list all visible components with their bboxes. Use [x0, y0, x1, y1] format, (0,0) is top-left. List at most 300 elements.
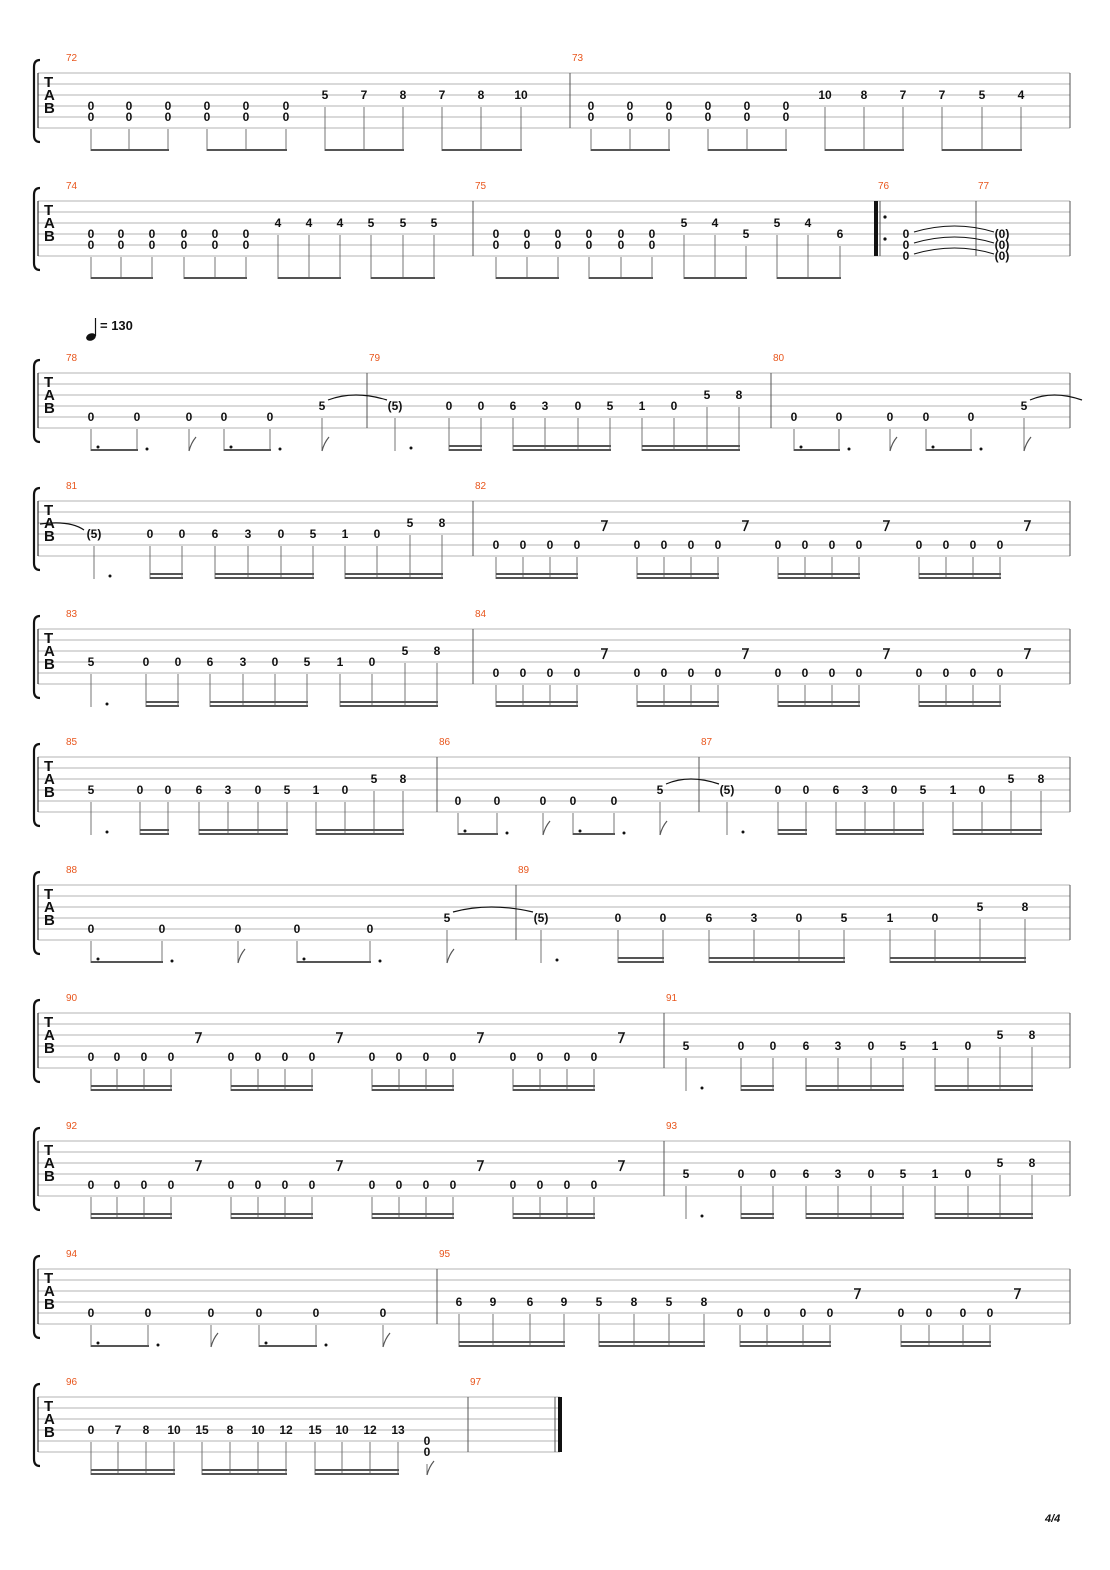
fret-number: 0: [266, 410, 274, 424]
note-beam: [637, 573, 719, 575]
note-beam: [618, 957, 664, 959]
fret-number: 0: [585, 227, 593, 241]
note-beam: [459, 1341, 565, 1343]
fret-number: 10: [818, 88, 832, 102]
fret-number: 0: [281, 1178, 289, 1192]
fret-number: 0: [660, 666, 668, 680]
fret-number: 5: [899, 1039, 907, 1053]
fret-number: 1: [931, 1039, 939, 1053]
tab-clef-letter: A: [44, 1283, 55, 1300]
note-beam: [513, 1213, 595, 1215]
fret-number: 0: [282, 99, 290, 113]
measure-number: 81: [66, 481, 78, 492]
tab-system: [34, 993, 1070, 1091]
fret-number: 0: [368, 1050, 376, 1064]
fret-number: 5: [996, 1028, 1004, 1042]
note-beam: [778, 833, 807, 835]
system-bracket: [34, 872, 40, 954]
fret-number: 0: [180, 227, 188, 241]
note-beam: [953, 833, 1042, 835]
eighth-rest-icon: [618, 1033, 624, 1043]
fret-number: 0: [158, 922, 166, 936]
note-beam: [825, 149, 904, 151]
measure-number: 89: [518, 865, 530, 876]
tab-clef-letter: B: [44, 912, 55, 929]
tab-clef-letter: B: [44, 1424, 55, 1441]
eighth-rest-icon: [1014, 1289, 1020, 1299]
fret-number: 6: [195, 783, 203, 797]
note-beam: [591, 149, 670, 151]
fret-number: 0: [87, 110, 95, 124]
fret-number: 3: [861, 783, 869, 797]
measure-number: 90: [66, 993, 78, 1004]
note-beam: [210, 701, 308, 703]
tab-system: [34, 353, 1082, 451]
fret-number: 0: [633, 538, 641, 552]
tab-clef-letter: T: [44, 374, 54, 391]
dot: [932, 446, 935, 449]
tab-clef-letter: B: [44, 400, 55, 417]
fret-number: 0: [826, 1306, 834, 1320]
fret-number: 5: [773, 216, 781, 230]
systems-layer: [34, 53, 1082, 1475]
fret-number: 0: [203, 110, 211, 124]
fret-number: 0: [254, 1050, 262, 1064]
fret-number: 0: [799, 1306, 807, 1320]
dot: [325, 1344, 328, 1347]
fret-number: 10: [514, 88, 528, 102]
tie: [453, 907, 533, 912]
note-beam: [709, 961, 845, 963]
fret-number: 0: [492, 227, 500, 241]
fret-number: 0: [855, 666, 863, 680]
measure-number: 93: [666, 1121, 678, 1132]
fret-number: 0: [554, 238, 562, 252]
measure-number: 91: [666, 993, 678, 1004]
measure-80: [773, 353, 1082, 451]
tab-clef-letter: T: [44, 1014, 54, 1031]
measure-number: 92: [66, 1121, 78, 1132]
fret-number: 0: [373, 527, 381, 541]
fret-number: 5: [978, 88, 986, 102]
note-beam: [91, 1217, 172, 1219]
dot: [742, 831, 745, 834]
fret-number: 0: [867, 1167, 875, 1181]
fret-number: 3: [239, 655, 247, 669]
fret-number: 0: [610, 794, 618, 808]
fret-number: 10: [167, 1423, 181, 1437]
fret-number: 5: [283, 783, 291, 797]
fret-number: 0: [180, 238, 188, 252]
dot: [506, 832, 509, 835]
fret-number: 0: [282, 110, 290, 124]
note-beam: [637, 701, 719, 703]
fret-number: 6: [509, 399, 517, 413]
note-beam: [513, 449, 611, 451]
fret-number: 6: [836, 227, 844, 241]
note-beam: [199, 833, 288, 835]
measure-93: [666, 1121, 1070, 1219]
fret-number: 0: [969, 666, 977, 680]
note-beam: [150, 573, 183, 575]
fret-number: 5: [406, 516, 414, 530]
fret-number: 8: [630, 1295, 638, 1309]
note-beam: [345, 573, 443, 575]
fret-number: 0: [368, 1178, 376, 1192]
eighth-flag: [189, 437, 196, 451]
dot: [800, 446, 803, 449]
fret-number: 8: [477, 88, 485, 102]
fret-number: 0: [185, 410, 193, 424]
note-beam: [458, 833, 498, 835]
fret-number: 0: [242, 227, 250, 241]
fret-number: 3: [224, 783, 232, 797]
note-beam: [513, 445, 611, 447]
fret-number: 0: [659, 911, 667, 925]
note-beam: [297, 961, 371, 963]
note-beam: [146, 705, 179, 707]
fret-number: 0: [148, 227, 156, 241]
fret-number: 0: [828, 538, 836, 552]
fret-number: 1: [312, 783, 320, 797]
fret-number: 0: [573, 538, 581, 552]
note-beam: [919, 577, 1001, 579]
fret-number: 0: [902, 249, 910, 263]
tie: [914, 248, 994, 254]
fret-number: 0: [271, 655, 279, 669]
fret-number: 0: [931, 911, 939, 925]
eighth-flag: [543, 821, 550, 835]
eighth-flag: [1024, 437, 1031, 451]
fret-number: 5: [703, 388, 711, 402]
note-beam: [372, 1213, 454, 1215]
measure-90: [66, 993, 664, 1091]
fret-number: 0: [665, 99, 673, 113]
fret-number: 5: [321, 88, 329, 102]
measure-94: [66, 1249, 437, 1347]
note-beam: [513, 1089, 595, 1091]
fret-number: 0: [492, 538, 500, 552]
tempo-marking: [85, 318, 133, 342]
note-beam: [806, 1217, 904, 1219]
fret-number: 13: [391, 1423, 405, 1437]
measure-91: [666, 993, 1070, 1091]
fret-number: 5: [309, 527, 317, 541]
tab-system: [34, 1249, 1070, 1347]
note-beam: [890, 957, 1026, 959]
note-beam: [806, 1213, 904, 1215]
fret-number: 0: [590, 1050, 598, 1064]
tie: [328, 395, 387, 400]
note-beam: [215, 577, 314, 579]
fret-number: 0: [969, 538, 977, 552]
dot: [171, 960, 174, 963]
fret-number: 0: [737, 1167, 745, 1181]
note-beam: [513, 1085, 595, 1087]
fret-number: 8: [860, 88, 868, 102]
fret-number: 0: [445, 399, 453, 413]
fret-number: 0: [743, 110, 751, 124]
fret-number: 6: [705, 911, 713, 925]
fret-number: 0: [573, 666, 581, 680]
note-beam: [599, 1341, 705, 1343]
fret-number: (5): [387, 399, 403, 413]
tab-clef-letter: B: [44, 656, 55, 673]
note-beam: [741, 1089, 774, 1091]
note-beam: [231, 1217, 313, 1219]
dot: [623, 832, 626, 835]
note-beam: [442, 149, 522, 151]
fret-number: 5: [919, 783, 927, 797]
measure-79: [369, 353, 771, 451]
fret-number: 0: [915, 538, 923, 552]
note-beam: [91, 1089, 172, 1091]
fret-number: 0: [546, 538, 554, 552]
fret-number: 0: [148, 238, 156, 252]
eighth-rest-icon: [477, 1033, 483, 1043]
fret-number: 0: [986, 1306, 994, 1320]
fret-number: 0: [113, 1178, 121, 1192]
measure-number: 95: [439, 1249, 451, 1260]
fret-number: 5: [996, 1156, 1004, 1170]
fret-number: 0: [978, 783, 986, 797]
note-beam: [140, 829, 169, 831]
fret-number: 1: [341, 527, 349, 541]
tab-clef-letter: A: [44, 1411, 55, 1428]
fret-number: 0: [704, 99, 712, 113]
fret-number: 0: [492, 666, 500, 680]
note-beam: [459, 1345, 565, 1347]
note-beam: [140, 833, 169, 835]
fret-number: 0: [519, 666, 527, 680]
measure-number: 73: [572, 53, 584, 64]
note-beam: [935, 1085, 1033, 1087]
fret-number: 12: [363, 1423, 377, 1437]
fret-number: 15: [308, 1423, 322, 1437]
fret-number: 0: [801, 666, 809, 680]
fret-number: 0: [574, 399, 582, 413]
measure-number: 87: [701, 737, 713, 748]
measure-number: 80: [773, 353, 785, 364]
fret-number: 5: [303, 655, 311, 669]
note-beam: [207, 149, 287, 151]
measure-87: [701, 737, 1070, 835]
fret-number: 0: [587, 110, 595, 124]
fret-number: 4: [305, 216, 313, 230]
fret-number: 0: [87, 1423, 95, 1437]
fret-number: 0: [942, 666, 950, 680]
tab-system: [34, 481, 1070, 579]
fret-number: 4: [274, 216, 282, 230]
fret-number: 8: [226, 1423, 234, 1437]
fret-number: 0: [366, 922, 374, 936]
fret-number: 0: [493, 794, 501, 808]
note-beam: [316, 833, 404, 835]
tab-clef-letter: B: [44, 100, 55, 117]
fret-number: 5: [595, 1295, 603, 1309]
fret-number: 5: [742, 227, 750, 241]
fret-number: 6: [206, 655, 214, 669]
fret-number: 8: [1037, 772, 1045, 786]
fret-number: 0: [167, 1178, 175, 1192]
tab-system: [34, 1377, 562, 1475]
fret-number: 0: [536, 1050, 544, 1064]
measure-95: [439, 1249, 1070, 1347]
fret-number: 7: [360, 88, 368, 102]
fret-number: 4: [1017, 88, 1025, 102]
fret-number: 0: [743, 99, 751, 113]
eighth-rest-icon: [601, 521, 607, 531]
tab-system: [34, 53, 1070, 151]
fret-number: 1: [336, 655, 344, 669]
fret-number: 0: [423, 1434, 431, 1448]
fret-number: 0: [87, 1050, 95, 1064]
dot: [279, 448, 282, 451]
fret-number: 6: [802, 1167, 810, 1181]
note-beam: [953, 829, 1042, 831]
system-bracket: [34, 1384, 40, 1466]
fret-number: 0: [234, 922, 242, 936]
fret-number: (0): [994, 238, 1010, 252]
fret-number: 0: [795, 911, 803, 925]
tab-clef-letter: T: [44, 202, 54, 219]
fret-number: 0: [87, 227, 95, 241]
fret-number: 0: [125, 99, 133, 113]
fret-number: 0: [617, 227, 625, 241]
note-beam: [184, 277, 247, 279]
measure-number: 75: [475, 181, 487, 192]
note-beam: [372, 1085, 454, 1087]
fret-number: 5: [1020, 399, 1028, 413]
fret-number: 8: [1021, 900, 1029, 914]
fret-number: 5: [606, 399, 614, 413]
note-beam: [91, 961, 163, 963]
note-beam: [345, 577, 443, 579]
measure-number: 86: [439, 737, 451, 748]
measure-number: 97: [470, 1377, 482, 1388]
fret-number: 0: [617, 238, 625, 252]
fret-number: 0: [142, 655, 150, 669]
tab-system: [34, 1121, 1070, 1219]
fret-number: 0: [915, 666, 923, 680]
fret-number: 0: [140, 1178, 148, 1192]
eighth-rest-icon: [601, 649, 607, 659]
fret-number: 8: [438, 516, 446, 530]
fret-number: 0: [554, 227, 562, 241]
fret-number: 0: [737, 1039, 745, 1053]
note-beam: [325, 149, 404, 151]
tab-clef-letter: B: [44, 784, 55, 801]
fret-number: 0: [133, 410, 141, 424]
fret-number: 12: [279, 1423, 293, 1437]
eighth-rest-icon: [742, 649, 748, 659]
fret-number: 0: [736, 1306, 744, 1320]
eighth-flag: [238, 949, 245, 963]
note-beam: [372, 1217, 454, 1219]
eighth-rest-icon: [477, 1161, 483, 1171]
fret-number: 0: [312, 1306, 320, 1320]
fret-number: 0: [174, 655, 182, 669]
tab-clef-letter: T: [44, 502, 54, 519]
note-beam: [210, 705, 308, 707]
tab-clef-letter: A: [44, 1155, 55, 1172]
note-beam: [599, 1345, 705, 1347]
tab-clef-letter: B: [44, 228, 55, 245]
note-beam: [935, 1089, 1033, 1091]
note-beam: [708, 149, 787, 151]
measure-72: [66, 53, 570, 151]
fret-number: 0: [227, 1178, 235, 1192]
fret-number: 5: [401, 644, 409, 658]
fret-number: 6: [211, 527, 219, 541]
fret-number: 7: [114, 1423, 122, 1437]
tab-clef-letter: A: [44, 771, 55, 788]
note-beam: [371, 277, 435, 279]
fret-number: 0: [308, 1178, 316, 1192]
note-beam: [589, 277, 653, 279]
dot: [97, 1342, 100, 1345]
repeat-dot: [883, 237, 886, 240]
fret-number: 3: [750, 911, 758, 925]
fret-number: 0: [996, 538, 1004, 552]
fret-number: 0: [704, 110, 712, 124]
eighth-rest-icon: [854, 1289, 860, 1299]
fret-number: (0): [994, 227, 1010, 241]
note-beam: [778, 577, 860, 579]
fret-number: 1: [638, 399, 646, 413]
note-beam: [224, 449, 271, 451]
fret-number: (5): [719, 783, 735, 797]
note-beam: [91, 1469, 175, 1471]
note-beam: [741, 1217, 774, 1219]
measure-88: [66, 865, 533, 963]
note-beam: [150, 577, 183, 579]
tie: [914, 226, 994, 232]
note-beam: [231, 1213, 313, 1215]
fret-number: 0: [87, 410, 95, 424]
note-beam: [740, 1345, 831, 1347]
system-bracket: [34, 488, 40, 570]
note-beam: [919, 705, 1001, 707]
note-beam: [372, 1089, 454, 1091]
measure-number: 74: [66, 181, 78, 192]
tab-clef-letter: T: [44, 758, 54, 775]
fret-number: 0: [87, 1178, 95, 1192]
note-beam: [91, 1473, 175, 1475]
fret-number: 5: [656, 783, 664, 797]
eighth-flag: [890, 437, 897, 451]
fret-number: 0: [308, 1050, 316, 1064]
note-beam: [836, 833, 924, 835]
eighth-rest-icon: [195, 1033, 201, 1043]
fret-number: 5: [682, 1039, 690, 1053]
tab-clef-letter: A: [44, 515, 55, 532]
fret-number: 0: [164, 110, 172, 124]
fret-number: 0: [140, 1050, 148, 1064]
measure-number: 72: [66, 53, 78, 64]
fret-number: 0: [563, 1178, 571, 1192]
note-beam: [91, 277, 153, 279]
system-bracket: [34, 1256, 40, 1338]
fret-number: 8: [735, 388, 743, 402]
fret-number: 9: [560, 1295, 568, 1309]
fret-number: 3: [244, 527, 252, 541]
fret-number: 0: [890, 783, 898, 797]
note-beam: [231, 1085, 313, 1087]
measure-number: 94: [66, 1249, 78, 1260]
note-beam: [890, 961, 1026, 963]
fret-number: 0: [633, 666, 641, 680]
